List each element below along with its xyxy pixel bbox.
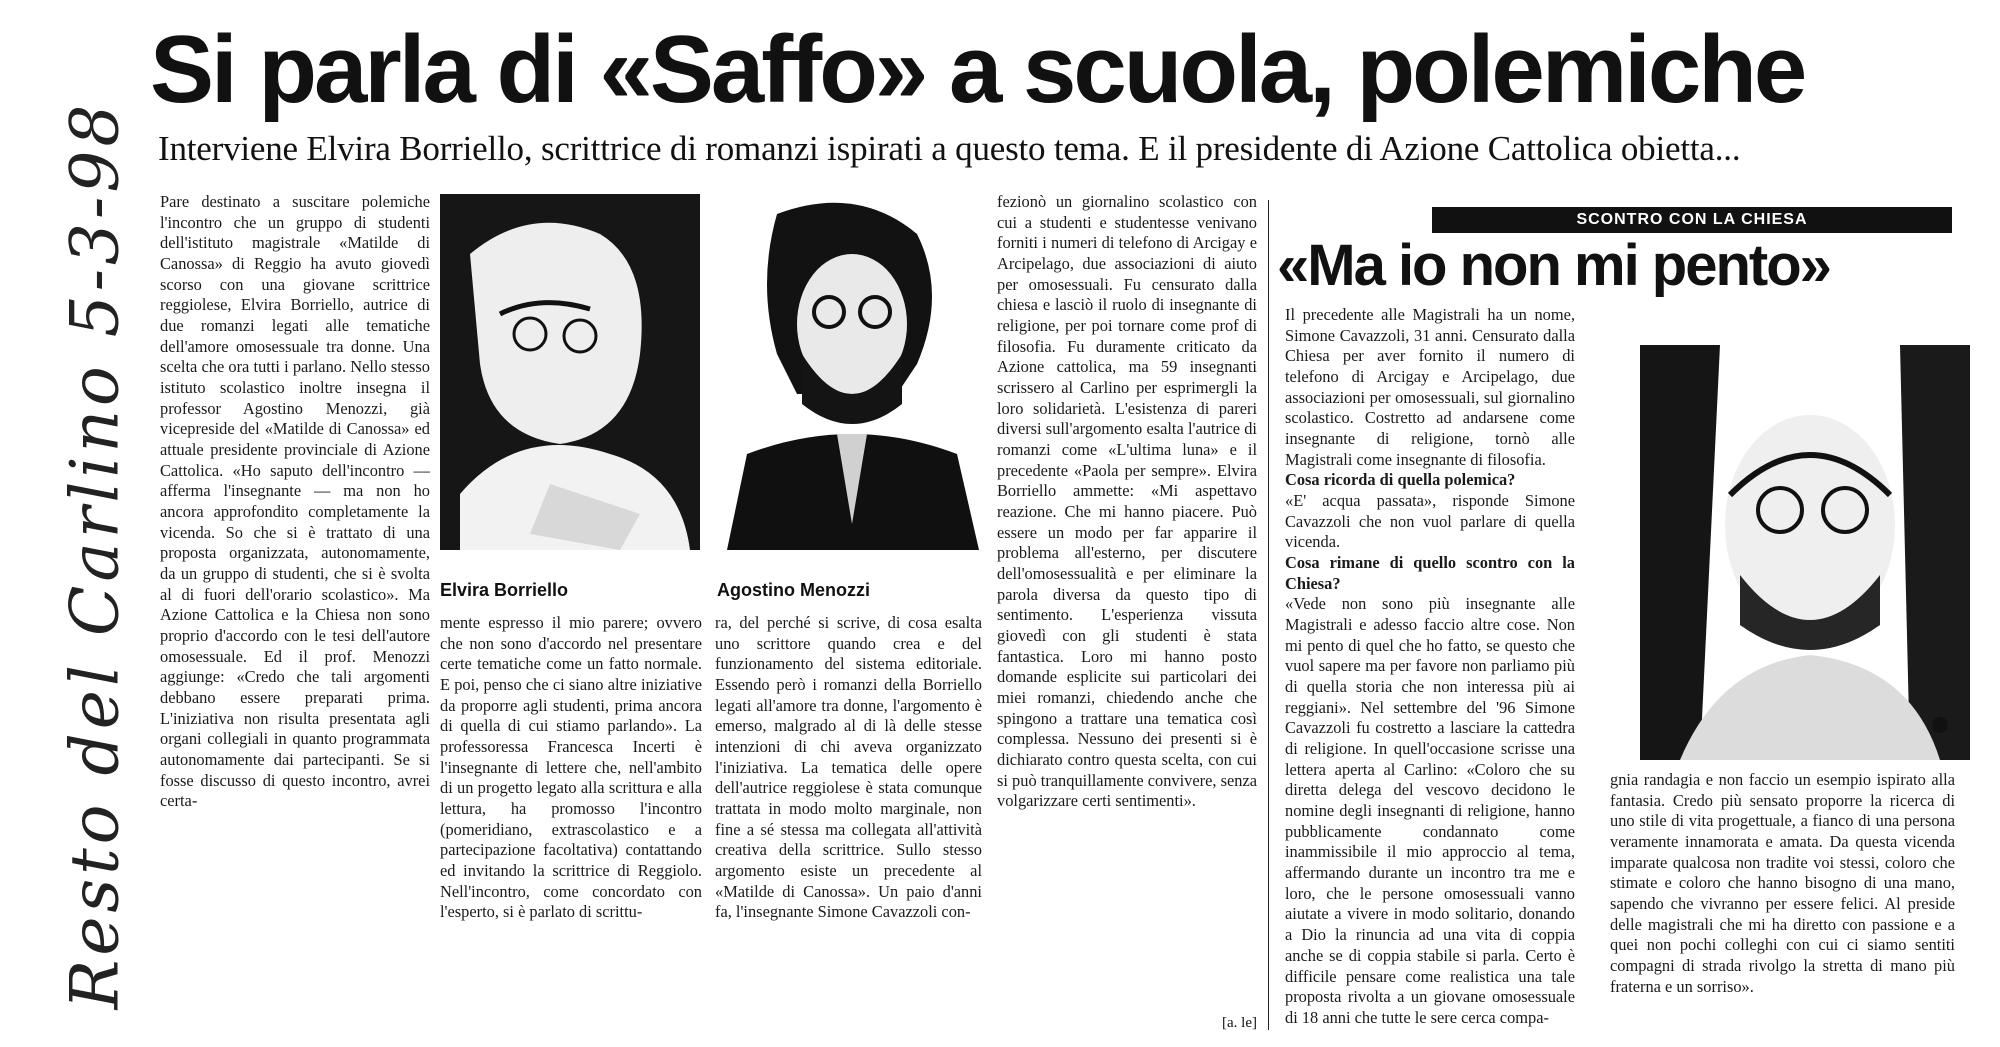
sidebar-answer-1: «E' acqua passata», risponde Simone Cavazzoli che non vuol parlare di quella vicenda. bbox=[1285, 491, 1575, 552]
sidebar-divider bbox=[1268, 200, 1269, 1030]
sidebar-question-1: Cosa ricorda di quella polemica? bbox=[1285, 470, 1516, 490]
sidebar-answer-2: «Vede non sono più insegnante alle Magistrali e adesso faccio altre cose. Non mi pento di quel che ho fatto, se questo che vuol sapere ma per favore non parliamo più di quella storia che non interessa più ai reggiani». Nel settembre del '96 Simone Cavazzoli fu costretto a lasciare la cattedra di religione. In quell'occasione scrisse una lettera aperta al Carlino: «Coloro che su diretta delega del vescovo decidono le nomine degli insegnanti di religione, hanno pubblicamente condannato come inammissibile il mio approccio al tema, affermando durante un incontro tra me e loro, che le persone omosessuali vanno aiutate a vivere in modo solitario, donando a Dio la rinuncia ad una vita di coppia anche se di coppia stabile si parla. Certo è difficile pensare come realistica una tale proposta rivolta a un giovane omosessuale di 18 anni che tutte le sere cerca compa- bbox=[1285, 594, 1575, 1027]
article-signature: [a. le] bbox=[1222, 1015, 1257, 1031]
photo-simone-cavazzoli bbox=[1640, 345, 1970, 760]
handwritten-text: Resto del Carlino 5-3-98 bbox=[56, 100, 134, 1010]
sidebar-column-a bbox=[1285, 305, 1575, 1037]
photo-elvira-borriello bbox=[440, 194, 700, 550]
article-column-1 bbox=[160, 192, 430, 1037]
column-2-text: mente espresso il mio parere; ovvero che non sono d'accordo nel presentare certe tematiche come un fatto normale. E poi, penso che ci siano altre iniziative da proporre agli studenti, prima ancora di quella di cui stiamo parlando». La professoressa Francesca Incerti è l'insegnante di lettere che, nell'ambito di un progetto legato alla scrittura e alla lettura, ha promosso l'incontro (pomeridiano, extrascolastico e a partecipazione facoltativa) contattando ed invitando la scrittrice di Reggiolo. Nell'incontro, come concordato con l'esperto, si è parlato di scrittu- bbox=[440, 613, 702, 922]
sidebar-headline: «Ma io non mi pento» bbox=[1277, 233, 1830, 298]
article-column-3 bbox=[715, 613, 982, 1037]
column-3-text: ra, del perché si scrive, di cosa esalta uno scrittore quando crea e del funzionamento del sistema editoriale. Essendo però i romanzi della Borriello legati all'amore tra donne, l'argomento è emerso, malgrado al di là delle stesse intenzioni di chi aveva organizzato l'iniziativa. La tematica delle opere dell'autrice reggiolese è stata comunque trattata in modo molto marginale, non fine a sé stessa ma collegata all'attività creativa della scrittrice. Sullo stesso argomento esiste un precedente al «Matilde di Canossa». Un paio d'anni fa, l'insegnante Simone Cavazzoli con- bbox=[715, 613, 982, 922]
sidebar-closing-text: gnia randagia e non faccio un esempio ispirato alla fantasia. Credo più sensato proporre la ricerca di uno stile di vita progettuale, a fianco di una persona veramente innamorata e amata. Da questa vicenda imparate qualcosa non tradite voi stessi, coloro che stimate e coloro che hanno bisogno di una mano, sapendo che vivranno per essere felici. Al preside delle magistrali che mi ha diretto con passione e a quei non pochi colleghi con cui ci siamo sentiti compagni di strada rivolgo la stretta di mano più fraterna e un sorriso». bbox=[1610, 770, 1955, 996]
photo-caption-menozzi: Agostino Menozzi bbox=[717, 580, 870, 600]
sidebar-column-b bbox=[1610, 770, 1955, 1037]
article-column-4 bbox=[997, 192, 1257, 1022]
sidebar-intro-text: Il precedente alle Magistrali ha un nome, Simone Cavazzoli, 31 anni. Censurato dalla Chiesa per aver fornito il numero di telefono di Arcigay e Arcipelago, due associazioni per omosessuali, sul giornalino scolastico. Costretto ad andarsene come insegnante di religione, tornò alle Magistrali come insegnante di filosofia. bbox=[1285, 305, 1575, 469]
handwritten-date-note bbox=[10, 100, 180, 1010]
headline: Si parla di «Saffo» a scuola, polemiche bbox=[150, 16, 1805, 123]
photo-agostino-menozzi bbox=[717, 194, 982, 550]
photo-caption-borriello: Elvira Borriello bbox=[440, 580, 569, 600]
article-column-2 bbox=[440, 613, 702, 1037]
column-4-text: fezionò un giornalino scolastico con cui a studenti e studentesse venivano forniti i numeri di telefono di Arcigay e Arcipelago, due associazioni di aiuto per omosessuali. Fu censurato dalla chiesa e lasciò il ruolo di insegnante di religione, per poi tornare come prof di filosofia. Fu duramente criticato da Azione cattolica, ma 59 insegnanti scrissero al Carlino per esprimergli la loro solidarietà. L'esistenza di pareri diversi sull'argomento esalta l'autrice di romanzi come «L'ultima luna» e il precedente «Paola per sempre». Elvira Borriello ammette: «Mi aspettavo reazione. Che mi hanno piacere. Può essere un modo per far apparire il problema all'esterno, per discutere dell'omosessualità e per eliminare la parola diversa da questo tipo di sentimento. L'esperienza vissuta giovedì con gli studenti è stata fantastica. Loro mi hanno posto domande esplicite sui particolari dei miei romanzi, chiedendo anche che spingono a trattare una tematica così complessa. Nessuno dei presenti si è dichiarato contro questa scelta, con cui si può tranquillamente convivere, senza volgarizzare certi sentimenti». bbox=[997, 192, 1257, 811]
column-1-text: Pare destinato a suscitare polemiche l'incontro che un gruppo di studenti dell'istituto magistrale «Matilde di Canossa» di Reggio ha avuto giovedì scorso con una giovane scrittrice reggiolese, Elvira Borriello, autrice di due romanzi legati alle tematiche dell'amore omosessuale tra donne. Una scelta che ora tutti i parlano. Nello stesso istituto scolastico inoltre insegna il professor Agostino Menozzi, già vicepreside del «Matilde di Canossa» ed attuale presidente provinciale di Azione Cattolica. «Ho saputo dell'incontro — afferma l'insegnante — ma non ho ancora approfondito completamente la vicenda. So che si è trattato di una proposta organizzata, autonomamente, da un gruppo di studenti, che si è svolta al di fuori dell'orario scolastico». Ma Azione Cattolica e la Chiesa non sono proprio d'accordo con le tesi dell'autore omosessuale. Ed il prof. Menozzi aggiunge: «Credo che tali argomenti debbano essere preparati prima. L'iniziativa non risulta presentata agli organi collegiali in quanto programmata autonomamente dai partecipanti. Se si fosse discusso di questo incontro, avrei certa- bbox=[160, 192, 430, 811]
sidebar-question-2: Cosa rimane di quello scontro con la Chiesa? bbox=[1285, 553, 1575, 593]
subheadline: Interviene Elvira Borriello, scrittrice di romanzi ispirati a questo tema. E il presidente di Azione Cattolica obietta... bbox=[158, 129, 1741, 168]
sidebar-kicker: SCONTRO CON LA CHIESA bbox=[1432, 207, 1952, 233]
